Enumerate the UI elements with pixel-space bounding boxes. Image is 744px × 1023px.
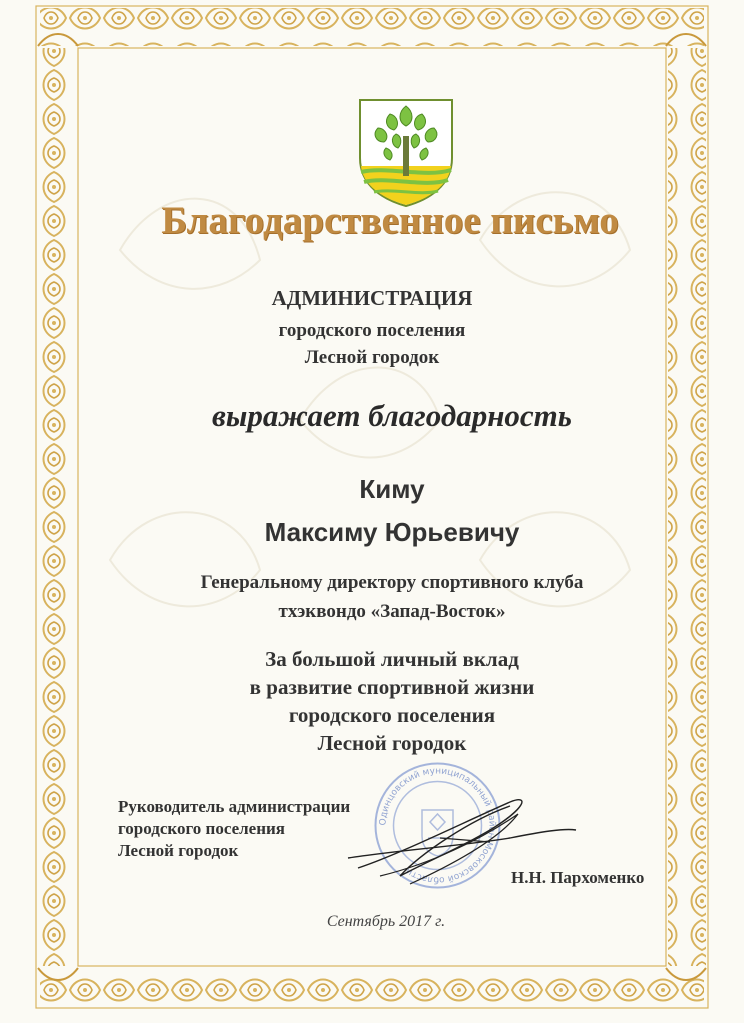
organization-line-3: Лесной городок [304,347,440,368]
recipient-position-line-2: тхэквондо «Запад-Восток» [278,601,506,622]
reason-line-4: Лесной городок [317,731,467,755]
reason-line-2: в развитие спортивной жизни [249,675,535,699]
reason-line-3: городского поселения [288,703,496,727]
signatory-title-line-2: городского поселения [118,819,285,838]
signatory-title-line-1: Руководитель администрации [118,797,351,816]
document-date: Сентябрь 2017 г. [326,913,446,930]
recipient-position-line-1: Генеральному директору спортивного клуба [200,572,584,593]
reason-line-1: За большой личный вклад [265,647,519,671]
stamp-text: Одинцовский муниципальный район Московской области [378,766,497,885]
expresses-gratitude: выражает благодарность [212,398,572,433]
organization-line-1: АДМИНИСТРАЦИЯ [271,286,473,310]
organization-line-2: городского поселения [278,320,466,341]
recipient-name-patronymic: Максиму Юрьевичу [264,517,520,547]
document-title: Благодарственное письмо [161,199,619,242]
signatory-name: Н.Н. Пархоменко [511,868,645,887]
recipient-surname: Киму [359,474,425,504]
signatory-title-line-3: Лесной городок [118,841,239,860]
